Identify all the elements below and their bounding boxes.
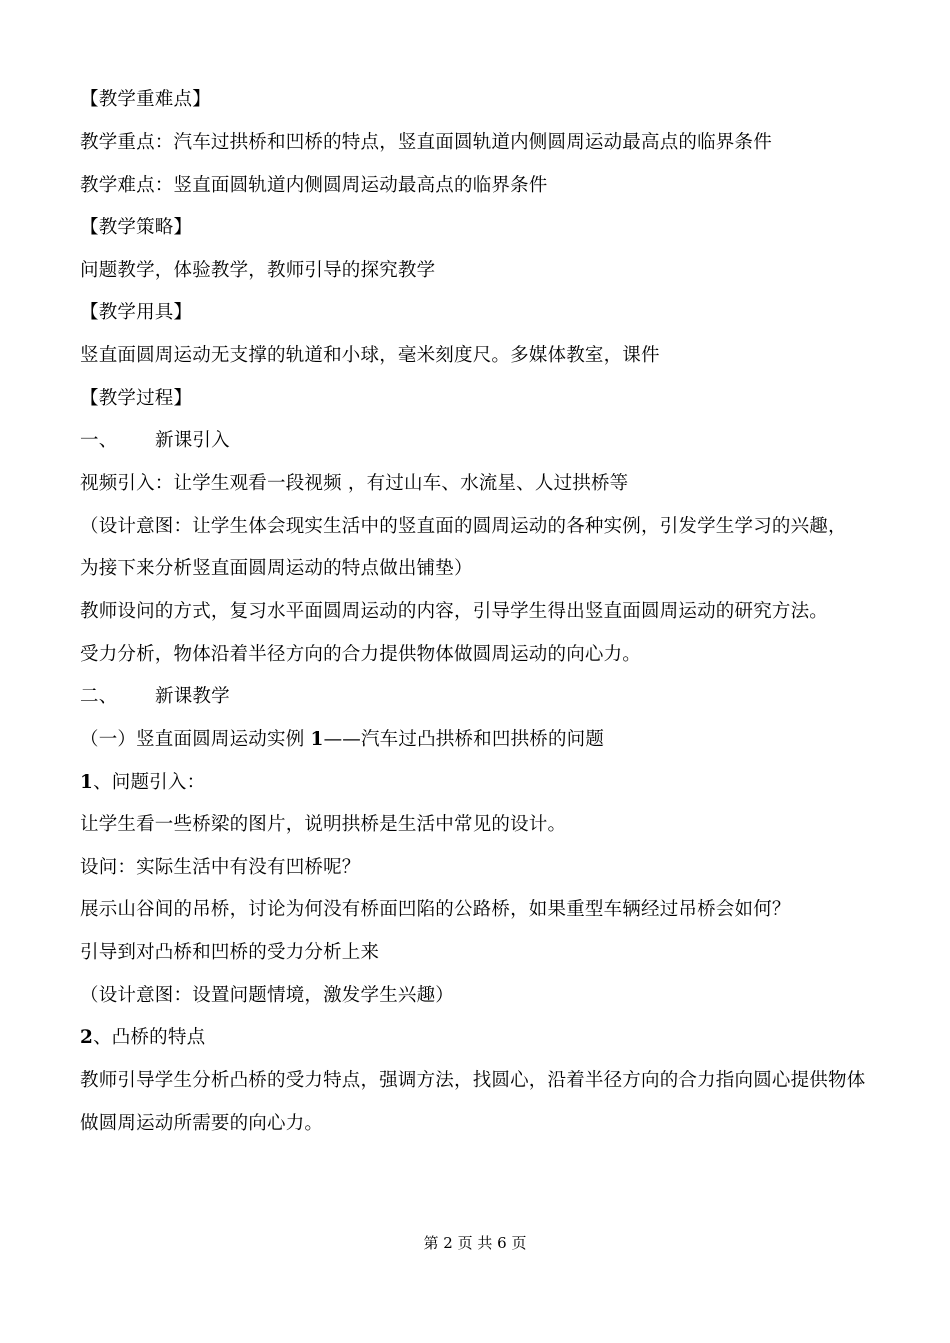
section-title: 新课引入 [155,430,230,451]
text-bridge-pictures: 让学生看一些桥梁的图片，说明拱桥是生活中常见的设计。 [80,814,567,835]
item-title: 、凸桥的特点 [93,1027,206,1048]
section-heading-intro [80,429,230,453]
text-question-concave: 设问：实际生活中有没有凹桥呢？ [80,857,361,878]
text-lead-to-analysis: 引导到对凸桥和凹桥的受力分析上来 [80,942,380,963]
example-prefix: （一）竖直面圆周运动实例 [80,729,311,750]
example-title: ——汽车过凸拱桥和凹拱桥的问题 [323,729,605,750]
text-force-analysis: 受力分析，物体沿着半径方向的合力提供物体做圆周运动的向心力。 [80,644,642,665]
item-heading-1 [80,771,205,795]
subheading-example-1 [80,728,604,752]
section-title: 新课教学 [155,686,230,707]
example-number: 1 [310,729,324,750]
text-suspension-bridge: 展示山谷间的吊桥，讨论为何没有桥面凹陷的公路桥，如果重型车辆经过吊桥会如何？ [80,899,791,920]
text-design-intent-2: （设计意图：设置问题情境，激发学生兴趣） [80,985,455,1006]
text-tools: 竖直面圆周运动无支撑的轨道和小球，毫米刻度尺。多媒体教室，课件 [80,345,660,366]
text-convex-analysis-b: 做圆周运动所需要的向心力。 [80,1113,324,1134]
text-strategy: 问题教学，体验教学，教师引导的探究教学 [80,260,436,281]
text-design-intent-1b: 为接下来分析竖直面圆周运动的特点做出铺垫） [80,558,473,579]
heading-process: 【教学过程】 [80,388,193,409]
page-number-footer: 第 2 页 共 6 页 [423,1234,527,1252]
section-number: 一、 [80,430,118,451]
text-convex-analysis-a: 教师引导学生分析凸桥的受力特点，强调方法，找圆心，沿着半径方向的合力指向圆心提供物体 [80,1070,866,1091]
heading-key-points: 【教学重难点】 [80,89,211,110]
heading-tools: 【教学用具】 [80,302,193,323]
item-number: 1 [80,772,94,793]
text-difficult-point: 教学难点：竖直面圆轨道内侧圆周运动最高点的临界条件 [80,175,548,196]
item-number: 2 [80,1027,94,1048]
section-number: 二、 [80,686,118,707]
section-heading-new-lesson [80,685,230,709]
text-video-intro: 视频引入：让学生观看一段视频 ，有过山车、水流星、人过拱桥等 [80,473,629,494]
text-key-point: 教学重点：汽车过拱桥和凹桥的特点，竖直面圆轨道内侧圆周运动最高点的临界条件 [80,132,772,153]
item-title: 、问题引入： [93,772,206,793]
text-design-intent-1a: （设计意图：让学生体会现实生活中的竖直面的圆周运动的各种实例，引发学生学习的兴趣， [80,516,847,537]
item-heading-2 [80,1026,205,1050]
heading-strategy: 【教学策略】 [80,217,193,238]
text-teacher-question: 教师设问的方式，复习水平面圆周运动的内容，引导学生得出竖直面圆周运动的研究方法。 [80,601,829,622]
